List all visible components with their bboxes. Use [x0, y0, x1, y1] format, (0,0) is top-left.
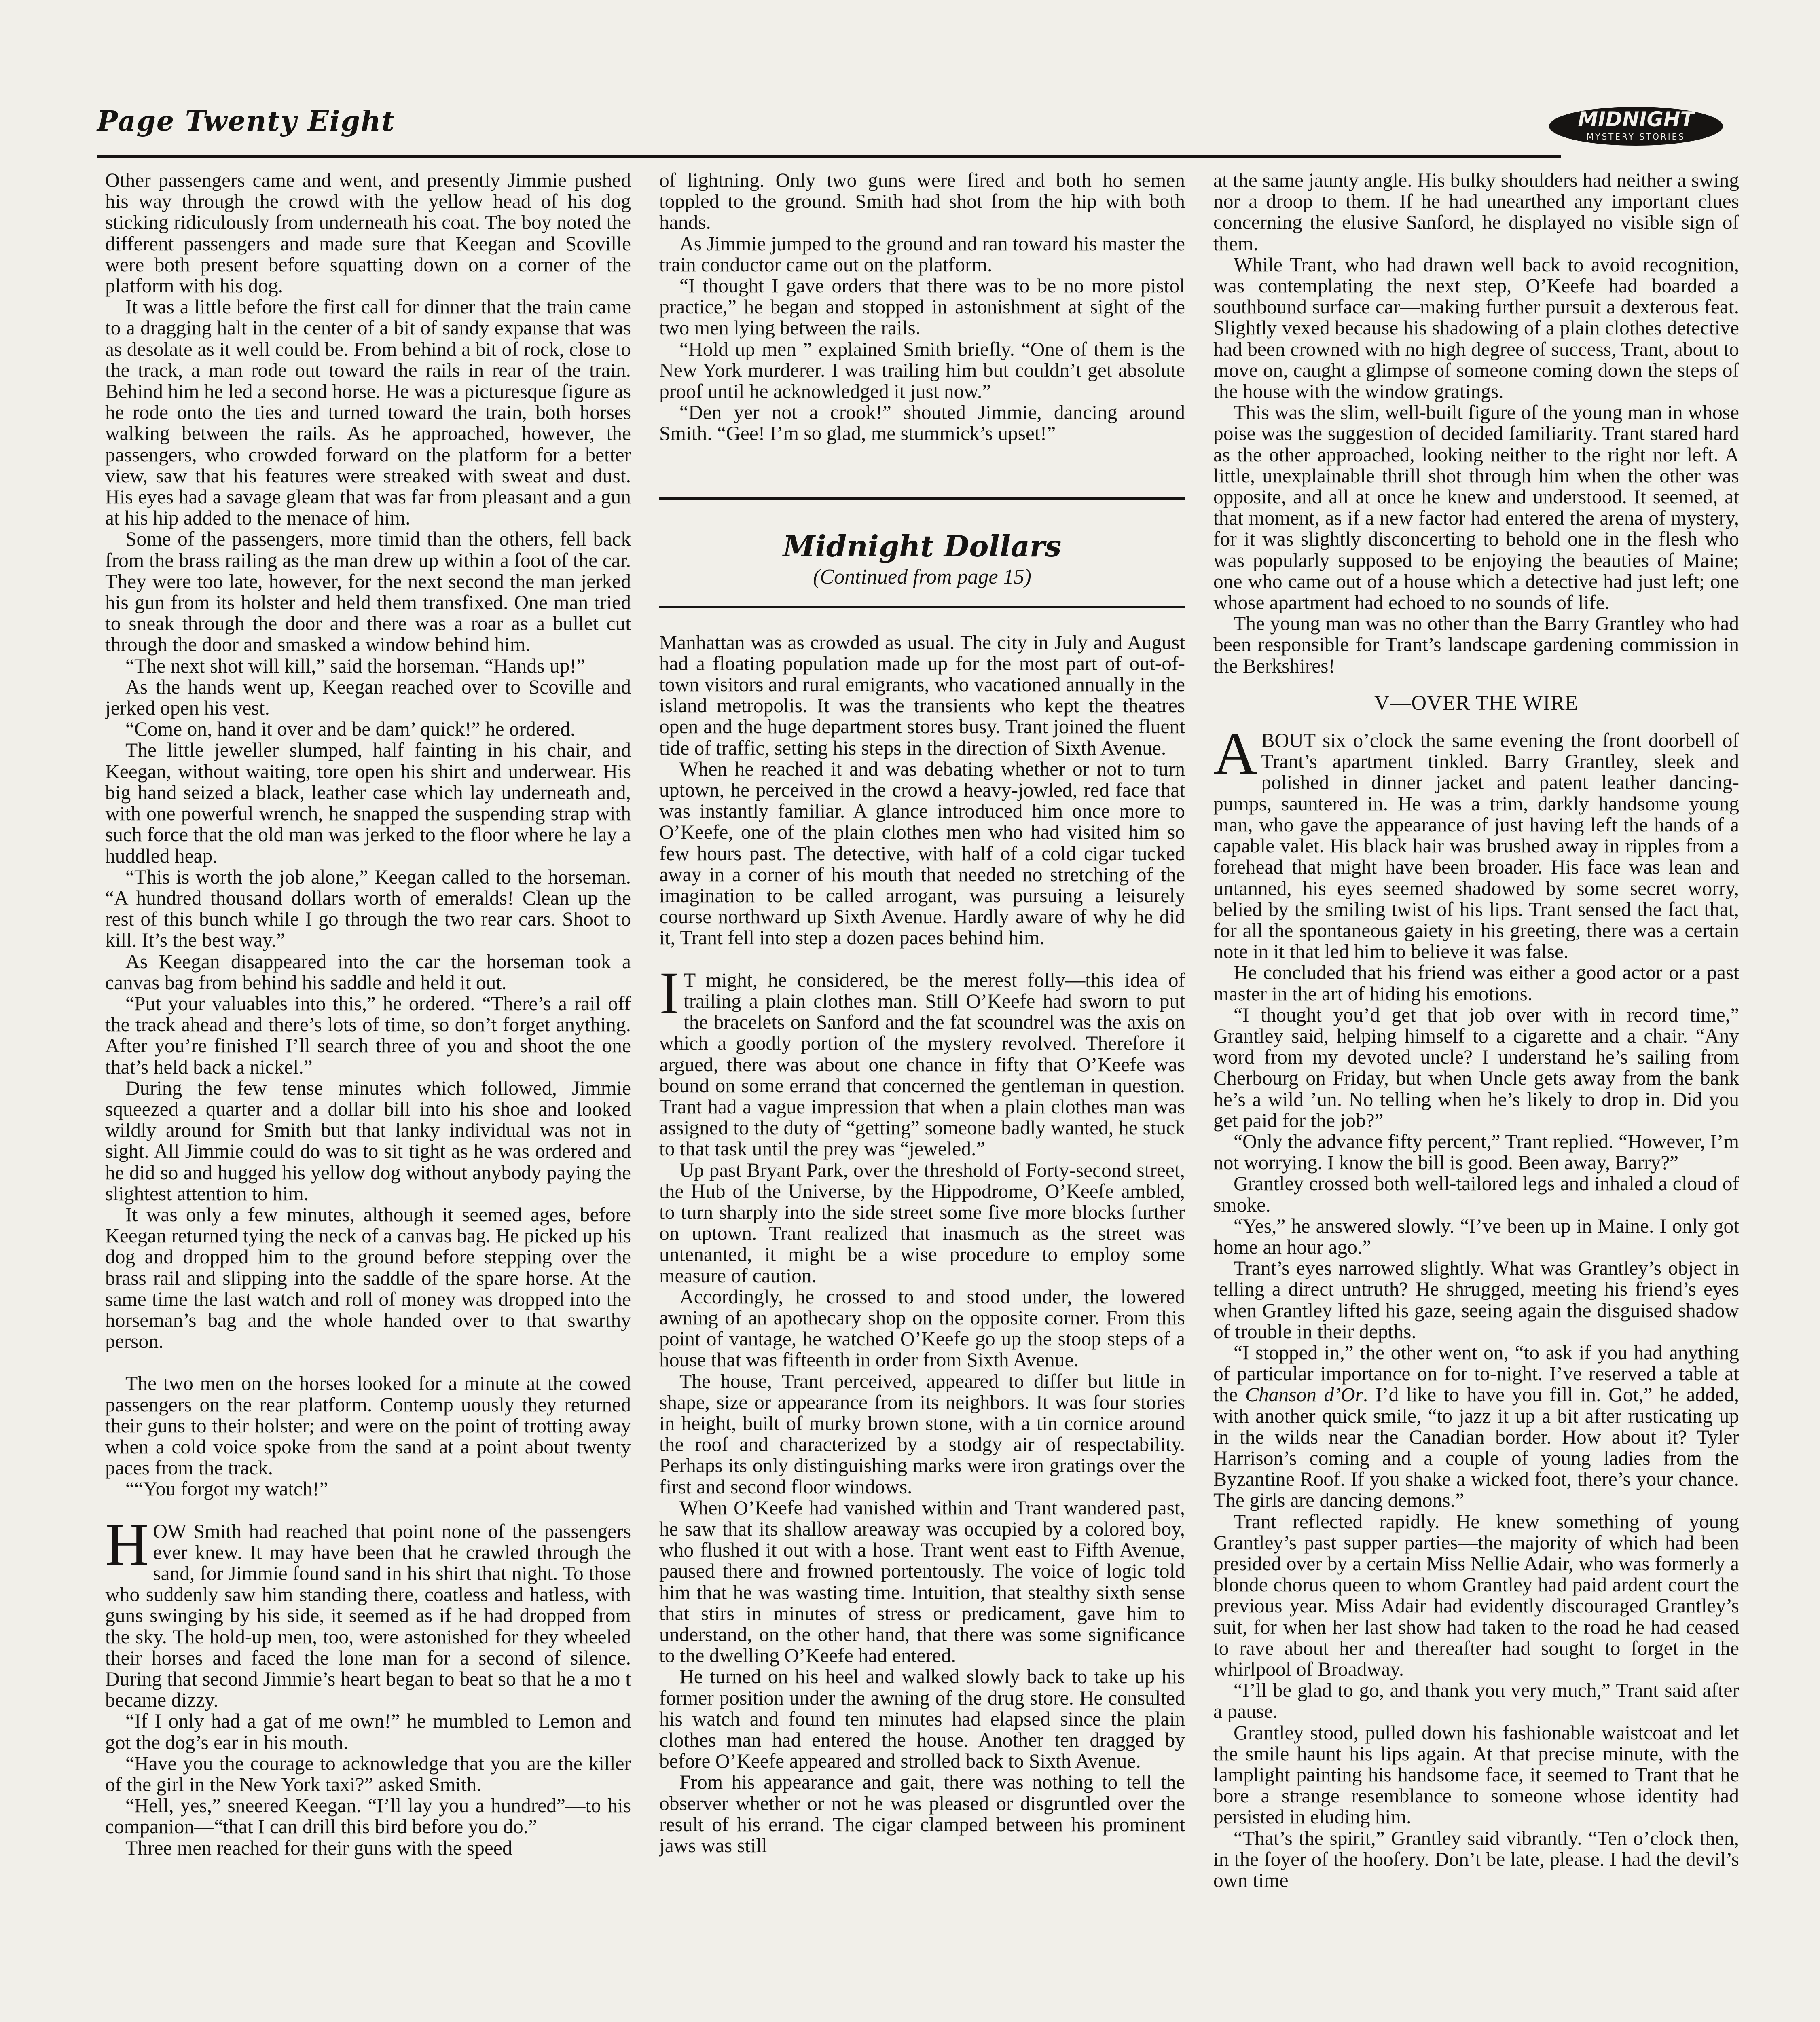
page-number-label: Page Twenty Eight	[97, 105, 395, 137]
continued-note: (Continued from page 15)	[813, 565, 1031, 588]
page-header	[97, 105, 1723, 154]
logo-subtitle: MYSTERY STORIES	[1587, 132, 1685, 142]
paragraph: He concluded that his friend was either a good actor or a past master in the art of hiding his emotions.	[1213, 961, 1739, 1005]
paragraph: The little jeweller slumped, half fainting in his chair, and Keegan, without waiting, tore open his shirt and underwear. His big hand seized a black, leather case which lay underneath and, with one powerful wrench, he snapped the suspending strap with such force that the old man was jerked to the floor where he lay a huddled heap.	[105, 739, 631, 867]
paragraph: “I thought I gave orders that there was to be no more pistol practice,” he began and stopped in astonishment at sight of the two men lying between the rails.	[659, 275, 1185, 339]
paragraph: It was only a few minutes, although it seemed ages, before Keegan returned tying the neck of a canvas bag. He picked up his dog and dropped him to the ground before stepping over the brass rail and slipping into the saddle of the spare horse. At the same time the last watch and roll of money was dropped into the horseman’s bag and the whole handed over to that swarthy person.	[105, 1203, 631, 1353]
paragraph: Trant reflected rapidly. He knew something of young Grantley’s past supper parties—the majority of which had been presided over by a certain Miss Nellie Adair, who was formerly a blonde chorus queen to whom Grantley had paid ardent court the previous year. Miss Adair had evidently discouraged Grantley’s suit, for when her last show had taken to the road he had ceased to rave about her and thereafter had sought to forget in the whirlpool of Broadway.	[1213, 1510, 1739, 1681]
venue-name: Chanson d’Or	[1245, 1383, 1363, 1406]
paragraph: Manhattan was as crowded as usual. The city in July and August had a floating population made up for the most part of out-of-town visitors and rural emigrants, who vacationed annually in the island metropolis. It was the transients who kept the theatres open and the huge department stores busy. Trant joined the fluent tide of traffic, setting his steps in the direction of Sixth Avenue.	[659, 631, 1185, 759]
paragraph: When he reached it and was debating whether or not to turn uptown, he perceived in the crowd a heavy-jowled, red face that was instantly familiar. A glance introduced him once more to O’Keefe, one of the plain clothes men who had visited him so few hours past. The detective, with half of a cold cigar tucked away in a corner of his mouth that needed no stretching of the imagination to be called arrogant, was pursuing a leisurely course northward up Sixth Avenue. Hardly aware of why he did it, Trant fell into step a dozen paces behind him.	[659, 757, 1185, 949]
paragraph: of lightning. Only two guns were fired and both ho semen toppled to the ground. Smith had shot from the hip with both hands.	[659, 170, 1185, 234]
paragraph: Trant’s eyes narrowed slightly. What was Grantley’s object in telling a direct untruth? He shrugged, meeting his friend’s eyes when Grantley lifted his gaze, seeing again the disguised shadow of trouble in their depths.	[1213, 1257, 1739, 1343]
paragraph: The two men on the horses looked for a minute at the cowed passengers on the rear platform. Contemp uously they returned their guns to their holster; and were on the point of trotting away when a cold voice spoke from the sand at a point about twenty paces from the track.	[105, 1372, 631, 1479]
paragraph: When O’Keefe had vanished within and Trant wandered past, he saw that its shallow areaway was occupied by a colored boy, who flushed it out with a hose. Trant went east to Fifth Avenue, paused there and frowned portentously. The voice of logic told him that he was wasting time. Intuition, that stealthy sixth sense that stirs in minutes of stress or predicament, gave him to understand, on the other hand, that there was some significance to the dwelling O’Keefe had entered.	[659, 1496, 1185, 1667]
paragraph: “Yes,” he answered slowly. “I’ve been up in Maine. I only got home an hour ago.”	[1213, 1214, 1739, 1258]
paragraph: From his appearance and gait, there was nothing to tell the observer whether or not he was pleased or disgruntled over the result of his errand. The cigar clamped between his prominent jaws was still	[659, 1771, 1185, 1857]
paragraph: Some of the passengers, more timid than the others, fell back from the brass railing as the man drew up within a foot of the car. They were too late, however, for the next second the man jerked his gun from its holster and held them transfixed. One man tried to sneak through the door and there was a roar as a bullet cut through the door and smasked a window behind him.	[105, 528, 631, 656]
paragraph: Up past Bryant Park, over the threshold of Forty-second street, the Hub of the Universe, by the Hippodrome, O’Keefe ambled, to turn sharply into the side street some five more blocks further on uptown. Trant realized that inasmuch as the street was untenanted, it might be a wise procedure to employ some measure of caution.	[659, 1159, 1185, 1287]
paragraph: Other passengers came and went, and presently Jimmie pushed his way through the crowd with the yellow head of his dog sticking ridiculously from underneath his coat. The boy noted the different passengers and made sure that Keegan and Scoville were both present before squatting down on a corner of the platform with his dog.	[105, 170, 631, 297]
paragraph: As the hands went up, Keegan reached over to Scoville and jerked open his vest.	[105, 675, 631, 719]
paragraph: “Hell, yes,” sneered Keegan. “I’ll lay you a hundred”—to his companion—“that I can drill this bird before you do.”	[105, 1794, 631, 1838]
paragraph: The young man was no other than the Barry Grantley who had been responsible for Trant’s landscape gardening commission in the Berkshires!	[1213, 612, 1739, 677]
text-run: . I’d like to have you fill in. Got,” he added, with another quick smile, “to jazz it up a bit after rusticating up in the wilds near the Canadian border. How about it? Tyler Harrison’s coming and a couple of young ladies from the Byzantine Roof. If you shake a wicked foot, there’s your chance. The girls are dancing demons.”	[1213, 1383, 1739, 1512]
paragraph: Accordingly, he crossed to and stood under, the lowered awning of an apothecary shop on the opposite corner. From this point of vantage, he watched O’Keefe go up the stoop steps of a house that was fifteenth in order from Sixth Avenue.	[659, 1285, 1185, 1371]
paragraph: Grantley stood, pulled down his fashionable waistcoat and let the smile haunt his lips again. At that precise minute, with the lamplight painting his handsome face, it seemed to Trant that he bore a strange resemblance to someone whose identity had persisted in eluding him.	[1213, 1721, 1739, 1828]
paragraph: “If I only had a gat of me own!” he mumbled to Lemon and got the dog’s ear in his mouth.	[105, 1710, 631, 1753]
column-middle	[659, 170, 1185, 2022]
paragraph: The house, Trant perceived, appeared to differ but little in shape, size or appearance from its neighbors. It was four stories in height, built of murky brown stone, with a tin cornice around the roof and characterized by a stodgy air of respectability. Perhaps its only distinguishing marks were iron gratings over the first and second floor windows.	[659, 1370, 1185, 1498]
paragraph-drop-cap: ABOUT six o’clock the same evening the front doorbell of Trant’s apartment tinkled. Barry Grantley, sleek and polished in dinner jacket and patent leather dancing-pumps, sauntered in. He was a trim, darkly handsome young man, who gave the appearance of just having left the hands of a capable valet. His black hair was brushed away in ripples from a forehead that might have been broader. His face was lean and untanned, his eyes seemed shadowed by some secret worry, belied by the smiling twist of his lips. Trant sensed the fact that, for all the spontaneous gaiety in his greeting, there was a certain note in it that led him to believe it was false.	[1213, 720, 1739, 963]
paragraph: Three men reached for their guns with the speed	[125, 1836, 512, 1859]
paragraph: While Trant, who had drawn well back to avoid recognition, was contemplating the next step, O’Keefe had boarded a southbound surface car—making further pursuit a dexterous feat. Slightly vexed because his shadowing of a plain clothes detective had been crowned with no high degree of success, Trant, about to move on, caught a glimpse of someone coming down the steps of the house with the window gratings.	[1213, 253, 1739, 403]
paragraph: “Den yer not a crook!” shouted Jimmie, dancing around Smith. “Gee! I’m so glad, me stummick’s upset!”	[659, 401, 1185, 445]
paragraph: “This is worth the job alone,” Keegan called to the horseman. “A hundred thousand dollars worth of emeralds! Clean up the rest of this bunch while I go through the two rear cars. Shoot to kill. It’s the best way.”	[105, 865, 631, 952]
paragraph: As Jimmie jumped to the ground and ran toward his master the train conductor came out on the platform.	[659, 232, 1185, 276]
paragraph-drop-cap: HOW Smith had reached that point none of the passengers ever knew. It may have been that he crawled through the sand, for Jimmie found sand in his shirt that night. To those who suddenly saw him standing there, coatless and hatless, with guns swinging by his side, it seemed as if he had dropped from the sky. The hold-up men, too, were astonished for they wheeled their horses and faced the lone man for a second of silence. During that second Jimmie’s heart began to beat so that he a mo t became dizzy.	[105, 1510, 631, 1711]
paragraph: “Put your valuables into this,” he ordered. “There’s a rail off the track ahead and there’s lots of time, so don’t forget anything. After you’re finished I’ll search three of you and shoot the one that’s held back a nickel.”	[105, 992, 631, 1078]
paragraph	[1213, 1342, 1739, 1511]
paragraph: “Only the advance fifty percent,” Trant replied. “However, I’m not worrying. I know the bill is good. Been away, Barry?”	[1213, 1130, 1739, 1174]
paragraph: “That’s the spirit,” Grantley said vibrantly. “Ten o’clock then, in the foyer of the hoofery. Don’t be late, please. I had the devil’s own time	[1213, 1827, 1739, 1892]
paragraph: He turned on his heel and walked slowly back to take up his former position under the awning of the drug store. He consulted his watch and found ten minutes had elapsed since the plain clothes man had entered the house. Another ten dragged by before O’Keefe appeared and strolled back to Sixth Avenue.	[659, 1665, 1185, 1772]
paragraph: at the same jaunty angle. His bulky shoulders had neither a swing nor a droop to them. If he had unearthed any important clues concerning the elusive Sanford, he displayed no visible sign of them.	[1213, 170, 1739, 255]
paragraph: “Hold up men ” explained Smith briefly. “One of them is the New York murderer. I was trailing him but couldn’t get absolute proof until he acknowledged it just now.”	[659, 338, 1185, 403]
section-heading: V—OVER THE WIRE	[1374, 691, 1579, 715]
paragraph: “The next shot will kill,” said the horseman. “Hands up!”	[125, 654, 585, 677]
logo-title: MIDNIGHT	[1578, 108, 1694, 131]
text-run: “I stopped in,” the other went on, “to ask if you had anything of particular importance on for to-night. I’ve reserved a table at the	[1213, 1341, 1739, 1406]
paragraph: Grantley crossed both well-tailored legs and inhaled a cloud of smoke.	[1213, 1172, 1739, 1216]
column-left	[105, 170, 631, 2022]
story-title: Midnight Dollars	[783, 529, 1062, 563]
divider-rule	[659, 497, 1185, 500]
divider-rule	[659, 606, 1185, 608]
paragraph: During the few tense minutes which followed, Jimmie squeezed a quarter and a dollar bill into his shoe and looked wildly around for Smith but that lanky individual was not in sight. All Jimmie could do was to sit tight as he was ordered and he did so and hugged his yellow dog without anybody paying the slightest attention to him.	[105, 1077, 631, 1205]
paragraph: This was the slim, well-built figure of the young man in whose poise was the suggestion of decided familiarity. Trant stared hard as the other approached, looking neither to the right nor left. A little, unexplainable thrill shot through him when the other was opposite, and all at once he knew and understood. It seemed, at that moment, as if a new factor had entered the arena of mystery, for it was slightly disconcerting to behold one in the flesh who was popularly supposed to be enjoying the beauties of Maine; one who came out of a house which a detective had just left; one whose apartment had echoed to no sounds of life.	[1213, 401, 1739, 614]
paragraph: “Have you the courage to acknowledge that you are the killer of the girl in the New York taxi?” asked Smith.	[105, 1752, 631, 1796]
story-heading-block	[659, 497, 1185, 608]
paragraph: “I thought you’d get that job over with in record time,” Grantley said, helping himself to a cigarette and a chair. “Any word from my devoted uncle? I understand he’s sailing from Cherbourg on Friday, but when Uncle gets away from the bank he’s a wild ’un. No telling when he’s likely to drop in. Did you get paid for the job?”	[1213, 1003, 1739, 1132]
magazine-logo	[1549, 107, 1723, 146]
header-rule	[97, 155, 1561, 158]
paragraph: “Come on, hand it over and be dam’ quick!” he ordered.	[125, 718, 576, 740]
paragraph: It was a little before the first call for dinner that the train came to a dragging halt in the center of a bit of sandy expanse that was as desolate as it well could be. From behind a bit of rock, close to the track, a man rode out toward the rails in rear of the train. Behind him he led a second horse. He was a picturesque figure as he rode onto the ties and turned toward the train, both horses walking between the rails. As he approached, however, the passengers, who crowded forward on the platform for a better view, saw that his features were streaked with sweat and dust. His eyes had a savage gleam that was far from pleasant and a gun at his hip added to the menace of him.	[105, 296, 631, 529]
column-right	[1213, 170, 1739, 2022]
paragraph: ““You forgot my watch!”	[125, 1478, 328, 1500]
paragraph: As Keegan disappeared into the car the horseman took a canvas bag from behind his saddle and held it out.	[105, 950, 631, 994]
paragraph-drop-cap: IT might, he considered, be the merest folly—this idea of trailing a plain clothes man. Still O’Keefe had sworn to put the bracelets on Sanford and the fat scoundrel was the axis on which a goodly portion of the mystery revolved. Therefore it argued, there was about one chance in fifty that O’Keefe was bound on some errand that concerned the gentleman in question. Trant had a vague impression that when a plain clothes man was assigned to the duty of “getting” someone badly wanted, he stuck to that task until the prey was “jeweled.”	[659, 959, 1185, 1160]
paragraph: “I’ll be glad to go, and thank you very much,” Trant said after a pause.	[1213, 1679, 1739, 1723]
